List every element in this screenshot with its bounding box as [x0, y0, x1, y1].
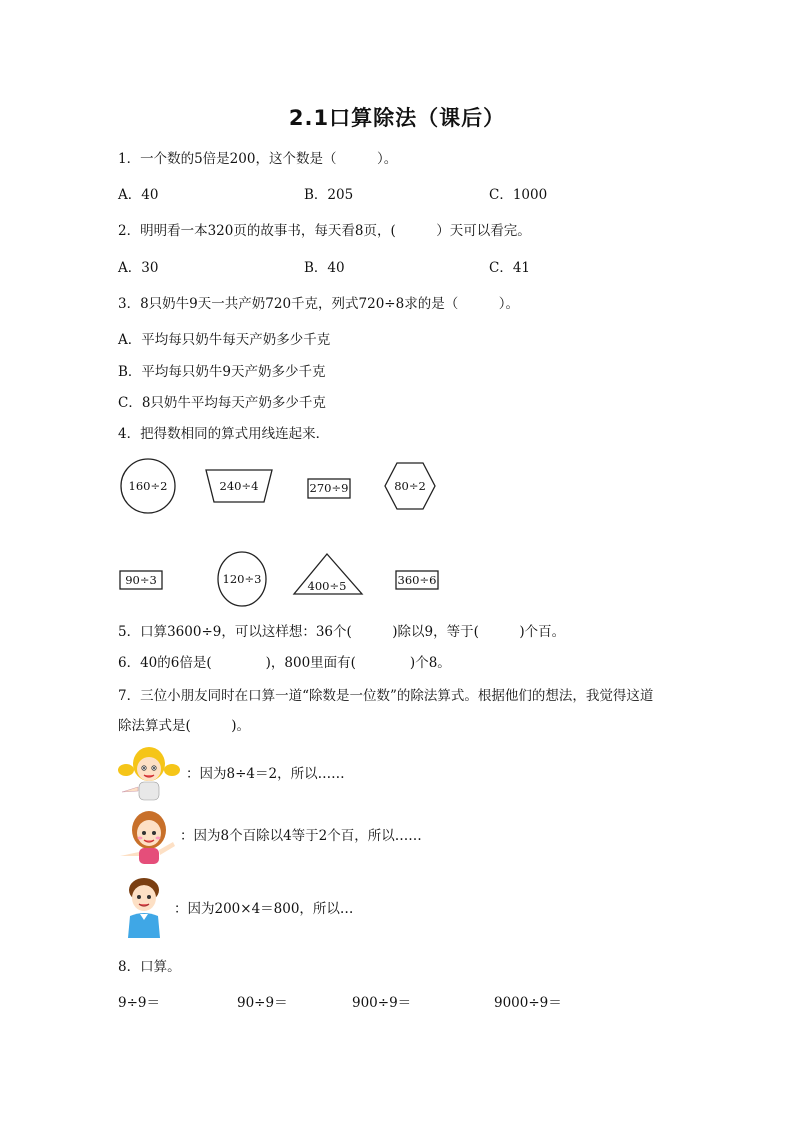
q1-option-a: A．40: [118, 187, 159, 203]
q1-option-b: B．205: [304, 187, 354, 203]
expr-400-div-5: 400÷5: [307, 579, 347, 593]
question-6-stem: 6．40的6倍是( )，800里面有( )个8。: [118, 655, 451, 671]
expr-90-div-3: 90÷3: [125, 573, 157, 587]
question-1-stem: 1．一个数的5倍是200，这个数是（ ）。: [118, 151, 398, 167]
q3-option-a: A．平均每只奶牛每天产奶多少千克: [118, 332, 331, 348]
expr-240-div-4: 240÷4: [219, 479, 259, 493]
q3-option-b: B．平均每只奶牛9天产奶多少千克: [118, 364, 326, 380]
calc-item-2: 90÷9＝: [237, 995, 288, 1011]
question-8-stem: 8．口算。: [118, 959, 181, 975]
expr-160-div-2: 160÷2: [128, 479, 168, 493]
q3-option-c: C．8只奶牛平均每天产奶多少千克: [118, 395, 326, 411]
question-5-stem: 5．口算3600÷9，可以这样想：36个( )除以9，等于( )个百。: [118, 624, 566, 640]
question-2-stem: 2．明明看一本320页的故事书，每天看8页，( ）天可以看完。: [118, 223, 531, 239]
kid-2-speech: ：因为8个百除以4等于2个百，所以……: [180, 828, 422, 844]
question-7-stem-line-1: 7．三位小朋友同时在口算一道“除数是一位数”的除法算式。根据他们的想法，我觉得这道: [118, 688, 654, 704]
calc-item-4: 9000÷9＝: [494, 995, 562, 1011]
expr-80-div-2: 80÷2: [394, 479, 426, 493]
girl-brown-hair-icon: [118, 806, 180, 866]
matching-figure: [112, 452, 452, 612]
q2-option-c: C．41: [489, 260, 531, 276]
expr-360-div-6: 360÷6: [397, 573, 437, 587]
kid-3-speech: ：因为200×4＝800，所以…: [174, 901, 354, 917]
boy-icon: [120, 874, 168, 940]
q1-option-c: C．1000: [489, 187, 548, 203]
page-title: 2.1口算除法（课后）: [288, 106, 506, 130]
question-4-stem: 4．把得数相同的算式用线连起来．: [118, 426, 330, 442]
calc-item-1: 9÷9＝: [118, 995, 160, 1011]
expr-270-div-9: 270÷9: [309, 481, 349, 495]
question-3-stem: 3．8只奶牛9天一共产奶720千克，列式720÷8求的是（ ）。: [118, 296, 519, 312]
q2-option-a: A．30: [118, 260, 159, 276]
q2-option-b: B．40: [304, 260, 345, 276]
kid-1-speech: ：因为8÷4＝2，所以……: [186, 766, 345, 782]
expr-120-div-3: 120÷3: [222, 572, 262, 586]
question-7-stem-line-2: 除法算式是( )。: [118, 718, 251, 734]
girl-blonde-icon: [118, 740, 180, 802]
calc-item-3: 900÷9＝: [352, 995, 412, 1011]
